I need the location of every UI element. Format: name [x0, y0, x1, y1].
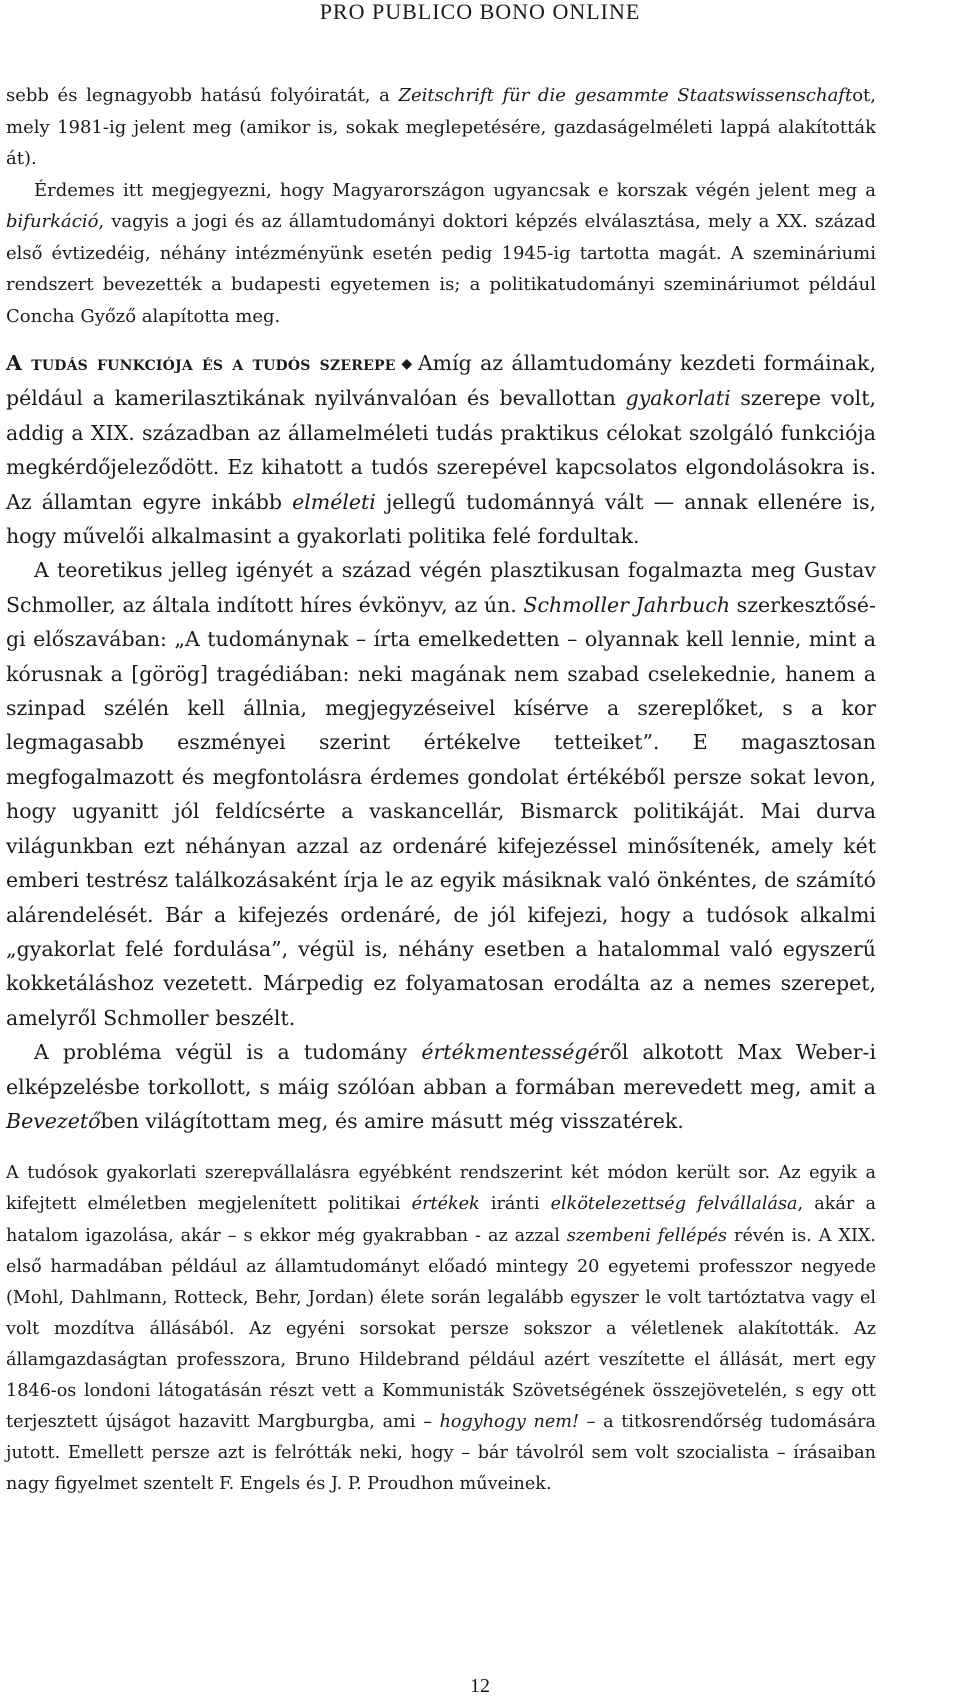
italic-run: bifurkáció: [6, 211, 99, 232]
paragraph-2: [6, 175, 876, 333]
italic-run: elkötelezettség felvállalása: [550, 1194, 798, 1215]
italic-run: szembeni fellépés: [566, 1225, 728, 1246]
italic-run: értékek: [411, 1194, 480, 1215]
text-run: ben világítottam meg, és amire másutt még visszatérek.: [100, 1108, 684, 1133]
text-run: szerkesztőségi előszavában: „A tudománynak – írta emelkedetten – olyannak kell lennie, mint a kórusnak a [görög] tragédiában: neki magának nem szabad cselekednie, hanem a szinpad szélén kell állnia, megjegyzéseivel kísérve a szereplőket, s a kor legmagasabb eszményei szerint értékelve tetteiket”. E magasztosan megfogalmazott és megfontolásra érdemes gondolat értékéből persze sokat levon, hogy ugyanitt jól feldícsérte a vaskancellár, Bismarck politikáját. Mai durva világunkban ezt néhányan azzal az ordenáré kifejezéssel minősítenék, amely két emberi testrész találkozásaként írja le az egyik másiknak való önkéntes, de számító alárendelését. Bár a kifejezés ordenáré, de jól kifejezi, hogy a tudósok alkalmi „gyakorlat felé fordulása”, végül is, néhány esetben a hatalommal való egyszerű kokketáláshoz vezetett. Márpedig ez folyamatosan erodálta az a nemes szerepet, amelyről Schmoller beszélt.: [6, 592, 876, 1030]
text-run: , vagyis a jogi és az államtudományi doktori képzés elválasztása, mely a XX. század első évtizedéig, néhány intézményünk esetén pedig 1945-ig tartotta magát. A szemináriumi rendszert bevezették a budapesti egyetemen is; a politikatudományi szemináriumot például Concha Győző alapította meg.: [6, 211, 876, 327]
section-paragraph: [6, 346, 876, 553]
italic-run: Zeitschrift für die gesammte Staatswissenschaft: [398, 85, 853, 106]
section-heading: A tudás funkciója és a tudós szerepe: [6, 351, 396, 375]
page-body: [6, 80, 876, 1500]
italic-run: gyakorlati: [625, 386, 731, 411]
paragraph-5: [6, 1035, 876, 1138]
italic-run: Bevezető: [6, 1108, 101, 1133]
text-run: A tudósok gyakorlati szerepvállalásra egyébként rendszerint két módon került sor. Az egyik a kifejtett elméletben megjelenített politikai: [6, 1163, 876, 1215]
text-run: Érdemes itt megjegyezni, hogy Magyarországon ugyancsak e korszak végén jelent meg a: [34, 179, 876, 201]
text-run: A teoretikus jelleg igényét a század végén plasztikusan fogalmazta meg Gustav Schmoller, az általa indított híres évkönyv, az ún.: [6, 558, 876, 617]
text-run: sebb és legnagyobb hatású folyóiratát, a: [6, 85, 399, 106]
text-run: révén is. A XIX. első harmadában például az államtudományt előadó mintegy 20 egyetemi professzor negyede (Mohl, Dahlmann, Rotteck, Behr, Jordan) élete során legalább egyszer le volt tartóztatva vagy el volt mozdítva állásából. Az egyéni sorsokat persze sokszor a véletlenek alakították. Az államgazdaságtan professzora, Bruno Hildebrand például azért veszítette el állását, mert egy 1846-os londoni látogatásán részt vett a Kommunisták Szövetségének összejövetelén, s egy ott terjesztett újságot hazavitt Margburgba, ami –: [6, 1225, 877, 1433]
paragraph-4: [6, 553, 876, 1035]
text-run: ről alkotott Max Weber-i elképzelésbe torkollott, s máig szólóan abban a formában merevedett meg, amit a: [6, 1040, 877, 1099]
text-run: szerepe volt, addig a XIX. században az államelméleti tudás praktikus célokat szolgáló funkciója megkérdőjeleződött. Ez kihatott a tudós szerepével kapcsolatos elgondolásokra is. Az államtan egyre inkább: [6, 386, 876, 514]
italic-run: értékmentességé: [421, 1040, 600, 1065]
running-header: PRO PUBLICO BONO ONLINE: [319, 0, 641, 24]
diamond-icon: ◆: [399, 356, 414, 372]
text-run: iránti: [479, 1194, 551, 1215]
text-run: – a titkosrendőrség tudomására jutott. Emellett persze azt is felrótták neki, hogy – bár távolról sem volt szocialista – írásaiban nagy figyelmet szentelt F. Engels és J. P. Proudhon műveinek.: [6, 1412, 876, 1495]
paragraph-1: [6, 80, 876, 175]
italic-run: Schmoller Jahrbuch: [523, 592, 731, 617]
page-number: 12: [470, 1675, 490, 1697]
text-run: Amíg az államtudomány kezdeti formáinak, például a kamerilasztikának nyilvánvalóan és bevallottan: [6, 351, 876, 411]
text-run: ot, mely 1981-ig jelent meg (amikor is, sokak meglepetésére, gazdaságelméleti lappá alakították át).: [6, 85, 876, 169]
paragraph-6: [6, 1158, 876, 1500]
italic-run: hogyhogy nem!: [439, 1412, 580, 1433]
text-run: jellegű tudománnyá vált — annak ellenére is, hogy művelői alkalmasint a gyakorlati politika felé fordultak.: [6, 489, 876, 549]
text-run: A probléma végül is a tudomány: [34, 1040, 422, 1065]
italic-run: elméleti: [292, 489, 376, 514]
text-run: , akár a hatalom igazolása, akár – s ekkor még gyakrabban - az azzal: [6, 1194, 876, 1246]
